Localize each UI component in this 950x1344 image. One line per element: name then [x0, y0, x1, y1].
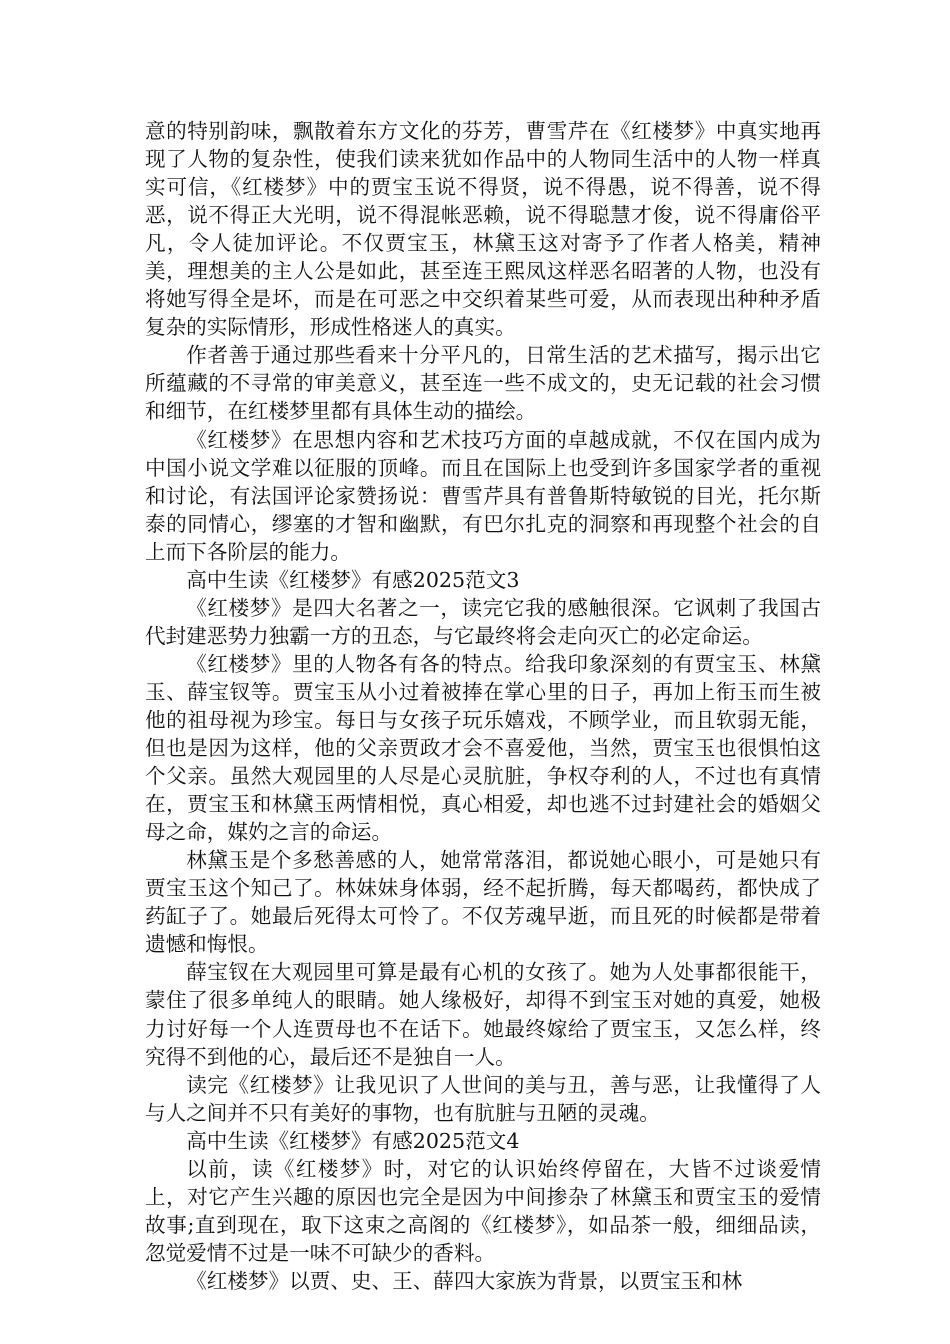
- body-paragraph: 读完《红楼梦》让我见识了人世间的美与丑，善与恶，让我懂得了人与人之间并不只有美好的事物，也有肮脏与丑陋的灵魂。: [145, 1072, 821, 1125]
- body-paragraph: 薛宝钗在大观园里可算是最有心机的女孩了。她为人处事都很能干，蒙住了很多单纯人的眼睛。她人缘极好，却得不到宝玉对她的真爱，她极力讨好每一个人连贾母也不在话下。她最终嫁给了贾宝玉，又怎么样，终究得不到他的心，最后还不是独自一人。: [145, 960, 821, 1069]
- body-paragraph: 《红楼梦》在思想内容和艺术技巧方面的卓越成就，不仅在国内成为中国小说文学难以征服的顶峰。而且在国际上也受到许多国家学者的重视和讨论，有法国评论家赞扬说：曹雪芹具有普鲁斯特敏锐的目光，托尔斯泰的同情心，缪塞的才智和幽默，有巴尔扎克的洞察和再现整个社会的自上而下各阶层的能力。: [145, 427, 821, 564]
- body-paragraph: 《红楼梦》是四大名著之一，读完它我的感触很深。它讽刺了我国古代封建恶势力独霸一方的丑态，与它最终将会走向灭亡的必定命运。: [145, 595, 821, 648]
- section-heading: 高中生读《红楼梦》有感2025范文4: [186, 1128, 520, 1153]
- body-paragraph: 林黛玉是个多愁善感的人，她常常落泪，都说她心眼小，可是她只有贾宝玉这个知己了。林妹妹身体弱，经不起折腾，每天都喝药，都快成了药缸子了。她最后死得太可怜了。不仅芳魂早逝，而且死的时候都是带着遗憾和悔恨。: [145, 848, 821, 957]
- body-paragraph: 意的特别韵味，飘散着东方文化的芬芳，曹雪芹在《红楼梦》中真实地再现了人物的复杂性，使我们读来犹如作品中的人物同生活中的人物一样真实可信，《红楼梦》中的贾宝玉说不得贤，说不得愚，说不得善，说不得恶，说不得正大光明，说不得混帐恶赖，说不得聪慧才俊，说不得庸俗平凡，令人徒加评论。不仅贾宝玉，林黛玉这对寄予了作者人格美，精神美，理想美的主人公是如此，甚至连王熙凤这样恶名昭著的人物，也没有将她写得全是坏，而是在可恶之中交织着某些可爱，从而表现出种种矛盾复杂的实际情形，形成性格迷人的真实。: [145, 119, 821, 340]
- document-body: [145, 117, 821, 1295]
- body-paragraph: 《红楼梦》以贾、史、王、薛四大家族为背景，以贾宝玉和林: [186, 1268, 743, 1293]
- body-paragraph: 以前，读《红楼梦》时，对它的认识始终停留在，大皆不过谈爱情上，对它产生兴趣的原因也完全是因为中间掺杂了林黛玉和贾宝玉的爱情故事;直到现在，取下这束之高阁的《红楼梦》，如品茶一般，细细品读，忽觉爱情不过是一味不可缺少的香料。: [145, 1156, 821, 1265]
- body-paragraph: 《红楼梦》里的人物各有各的特点。给我印象深刻的有贾宝玉、林黛玉、薛宝钗等。贾宝玉从小过着被捧在掌心里的日子，再加上衔玉而生被他的祖母视为珍宝。每日与女孩子玩乐嬉戏，不顾学业，而且软弱无能，但也是因为这样，他的父亲贾政才会不喜爱他，当然，贾宝玉也很惧怕这个父亲。虽然大观园里的人尽是心灵肮脏，争权夺利的人，不过也有真情在，贾宝玉和林黛玉两情相悦，真心相爱，却也逃不过封建社会的婚姻父母之命，媒妁之言的命运。: [145, 651, 821, 845]
- body-paragraph: 作者善于通过那些看来十分平凡的，日常生活的艺术描写，揭示出它所蕴藏的不寻常的审美意义，甚至连一些不成文的，史无记载的社会习惯和细节，在红楼梦里都有具体生动的描绘。: [145, 343, 821, 424]
- section-heading: 高中生读《红楼梦》有感2025范文3: [186, 567, 520, 592]
